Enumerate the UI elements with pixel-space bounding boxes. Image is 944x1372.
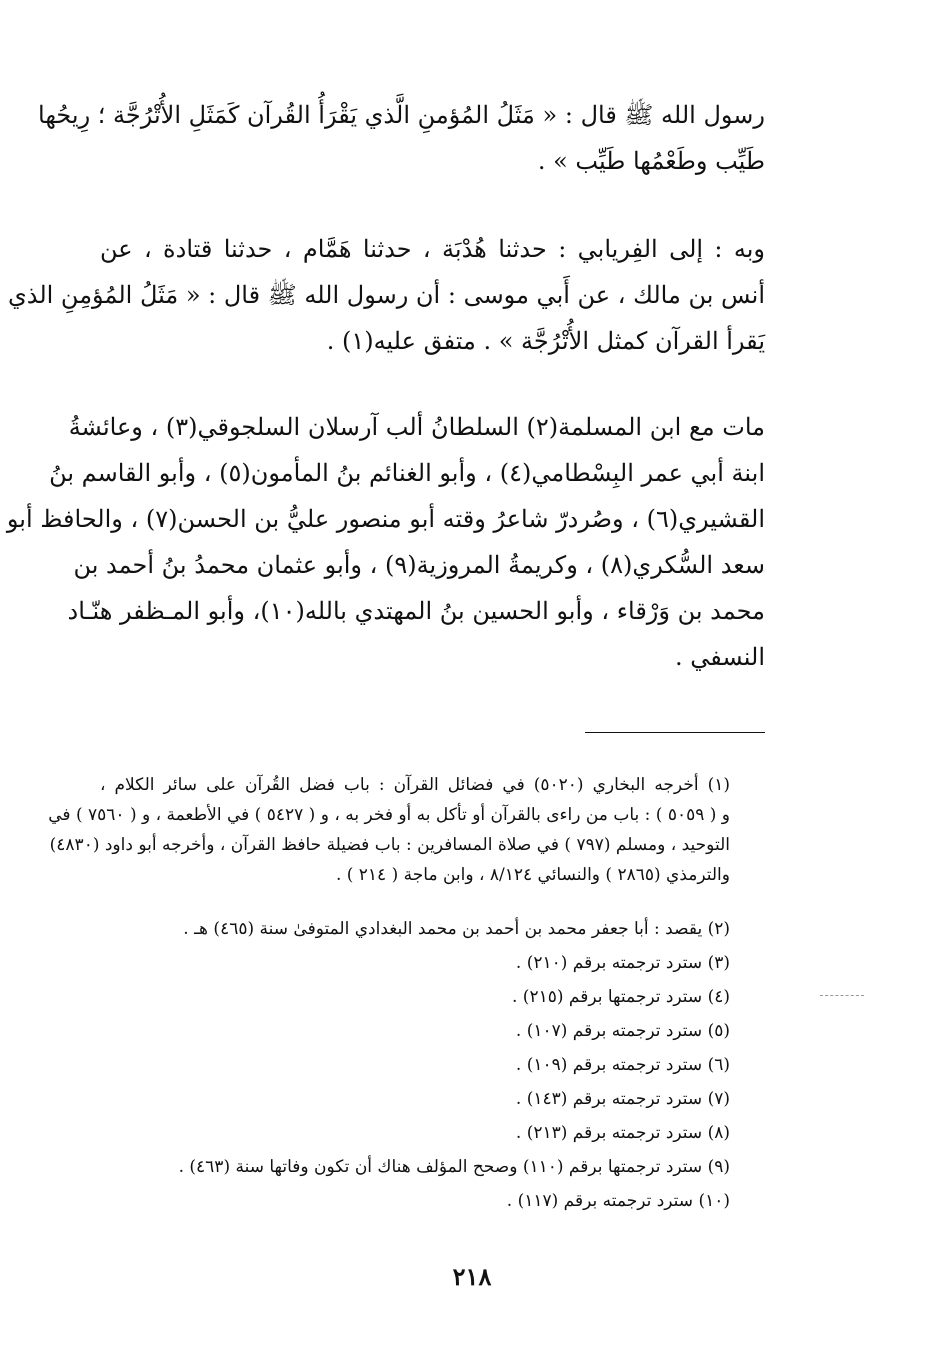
text-line: يَقرأ القرآن كمثل الأُتْرُجَّة » . متفق عليه(١) . [326, 327, 765, 355]
footnote-line: التوحيد ، ومسلم (٧٩٧ ) في صلاة المسافرين : باب فضيلة حافظ القرآن ، وأخرجه أبو داود (٤٨٣٠) [49, 835, 730, 855]
footnote-item: (٩) سترد ترجمتها برقم (١١٠) وصحح المؤلف هناك أن تكون وفاتها سنة (٤٦٣) . [178, 1157, 730, 1177]
footnote-list [100, 912, 730, 1218]
footnote-line: (١) أخرجه البخاري (٥٠٢٠) في فضائل القرآن : باب فضل القُرآن على سائر الكلام ، [100, 775, 730, 795]
text-line: ابنة أبي عمر البِسْطامي(٤) ، وأبو الغنائم بنُ المأمون(٥) ، وأبو القاسم بنُ [49, 459, 765, 487]
paragraph-hadith-text [38, 92, 765, 184]
text-line: سعد السُّكري(٨) ، وكريمةُ المروزية(٩) ، وأبو عثمان محمدُ بنُ أحمد بن [73, 551, 765, 579]
footnote-1 [48, 770, 730, 890]
footnote-line: و ( ٥٠٥٩ ) : باب من راءى بالقرآن أو تأكل به أو فخر به ، و ( ٥٤٢٧ ) في الأطعمة ، و ( ٧٥٦٠ ) في [48, 805, 730, 825]
text-line: وبه : إلى الفِريابي : حدثنا هُدْبَة ، حدثنا هَمَّام ، حدثنا قتادة ، عن [100, 235, 765, 263]
text-line: القشيري(٦) ، وصُردرّ شاعرُ وقته أبو منصور عليُّ بن الحسن(٧) ، والحافظ أبو [6, 505, 765, 533]
paragraph-deaths [6, 404, 765, 680]
text-line: محمد بن وَرْقاء ، وأبو الحسين بنُ المهتدي بالله(١٠)، وأبو المـظفر هنّـاد [67, 597, 765, 625]
footnote-item: (٥) سترد ترجمته برقم (١٠٧) . [515, 1021, 730, 1041]
footnote-separator [585, 732, 765, 733]
footnote-item: (٨) سترد ترجمته برقم (٢١٣) . [515, 1123, 730, 1143]
footnote-item: (٤) سترد ترجمتها برقم (٢١٥) . [512, 987, 730, 1007]
text-line: أنس بن مالك ، عن أَبي موسى : أن رسول الله ﷺ قال : « مَثَلُ المُؤمِنِ الذي [7, 281, 765, 309]
footnote-item: (٣) سترد ترجمته برقم (٢١٠) . [515, 953, 730, 973]
text-line: رسول الله ﷺ قال : « مَثَلُ المُؤمنِ الَّذي يَقْرَأُ القُرآن كَمَثَلِ الأُتْرُجَّة ؛ رِيحُها [38, 101, 765, 129]
footnote-item: (٦) سترد ترجمته برقم (١٠٩) . [515, 1055, 730, 1075]
page-number: ٢١٨ [452, 1262, 492, 1291]
paragraph-isnad [7, 226, 765, 364]
footnote-line: والترمذي (٢٨٦٥ ) والنسائي ٨/١٢٤ ، وابن ماجة ( ٢١٤ ) . [335, 865, 730, 885]
scan-artifact-mark [820, 995, 864, 996]
footnote-item: (٧) سترد ترجمته برقم (١٤٣) . [515, 1089, 730, 1109]
text-line: طَيِّب وطَعْمُها طَيِّب » . [537, 147, 765, 175]
text-line: النسفي . [674, 643, 765, 671]
footnote-item: (١٠) سترد ترجمته برقم (١١٧) . [506, 1191, 730, 1211]
footnote-item: (٢) يقصد : أبا جعفر محمد بن أحمد بن محمد البغدادي المتوفىٰ سنة (٤٦٥) هـ . [183, 919, 730, 939]
text-line: مات مع ابن المسلمة(٢) السلطانُ ألب آرسلان السلجوقي(٣) ، وعائشةُ [68, 413, 765, 441]
